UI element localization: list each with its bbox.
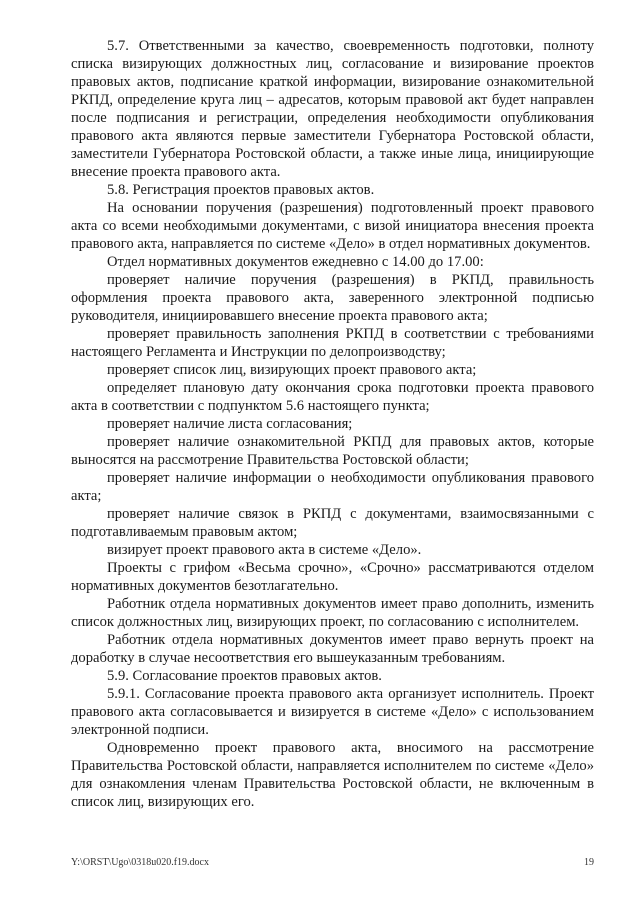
page-number: 19 — [584, 857, 594, 868]
paragraph-5-7: 5.7. Ответственными за качество, своевременность подготовки, полноту списка визирующих должностных лиц, согласование и визирование проектов правовых актов, подписание краткой информации, визирование ознакомительной РКПД, определение круга лиц – адресатов, которым правовой акт будет направлен после подписания и регистрации, определения необходимости опубликования правового акта являются первые заместители Губернатора Ростовской области, заместители Губернатора Ростовской области, а также иные лица, инициирующие внесение проекта правового акта. — [71, 38, 594, 180]
check-item: определяет плановую дату окончания срока подготовки проекта правового акта в соответствии с подпунктом 5.6 настоящего пункта; — [71, 380, 594, 414]
document-body — [71, 37, 594, 811]
check-item: визирует проект правового акта в системе «Дело». — [107, 542, 422, 558]
paragraph-right-to-return: Работник отдела нормативных документов имеет право вернуть проект на доработку в случае несоответствия его вышеуказанным требованиям. — [71, 632, 594, 666]
check-item: проверяет список лиц, визирующих проект правового акта; — [107, 362, 477, 378]
check-item: проверяет наличие информации о необходимости опубликования правового акта; — [71, 470, 594, 504]
check-item: проверяет наличие ознакомительной РКПД для правовых актов, которые выносятся на рассмотрение Правительства Ростовской области; — [71, 434, 594, 468]
paragraph-5-8-intro: На основании поручения (разрешения) подготовленный проект правового акта со всеми необходимыми документами, с визой инициатора внесения проекта правового акта, направляется по системе «Дело» в отдел нормативных документов. — [71, 200, 594, 252]
paragraph-simultaneously: Одновременно проект правового акта, вносимого на рассмотрение Правительства Ростовской области, направляется исполнителем по системе «Дело» для ознакомления членам Правительства Ростовской области, не включенным в список лиц, визирующих его. — [71, 740, 594, 810]
paragraph-urgent: Проекты с грифом «Весьма срочно», «Срочно» рассматриваются отделом нормативных документов безотлагательно. — [71, 560, 594, 594]
check-item: проверяет наличие листа согласования; — [107, 416, 353, 432]
heading-5-8: 5.8. Регистрация проектов правовых актов. — [107, 182, 375, 198]
heading-5-9: 5.9. Согласование проектов правовых актов. — [107, 668, 382, 684]
check-item: проверяет наличие поручения (разрешения) в РКПД, правильность оформления проекта правового акта, заверенного электронной подписью руководителя, инициировавшего внесение проекта правового акта; — [71, 272, 594, 324]
check-item: проверяет правильность заполнения РКПД в соответствии с требованиями настоящего Регламента и Инструкции по делопроизводству; — [71, 326, 594, 360]
paragraph-schedule: Отдел нормативных документов ежедневно с 14.00 до 17.00: — [107, 254, 484, 270]
paragraph-5-9-1: 5.9.1. Согласование проекта правового акта организует исполнитель. Проект правового акта согласовывается и визируется в системе «Дело» с использованием электронной подписи. — [71, 686, 594, 738]
check-item: проверяет наличие связок в РКПД с документами, взаимосвязанными с подготавливаемым правовым актом; — [71, 506, 594, 540]
footer-file-path: Y:\ORST\Ugo\0318u020.f19.docx — [71, 857, 209, 868]
paragraph-right-to-amend: Работник отдела нормативных документов имеет право дополнить, изменить список должностных лиц, визирующих проект, по согласованию с исполнителем. — [71, 596, 594, 630]
